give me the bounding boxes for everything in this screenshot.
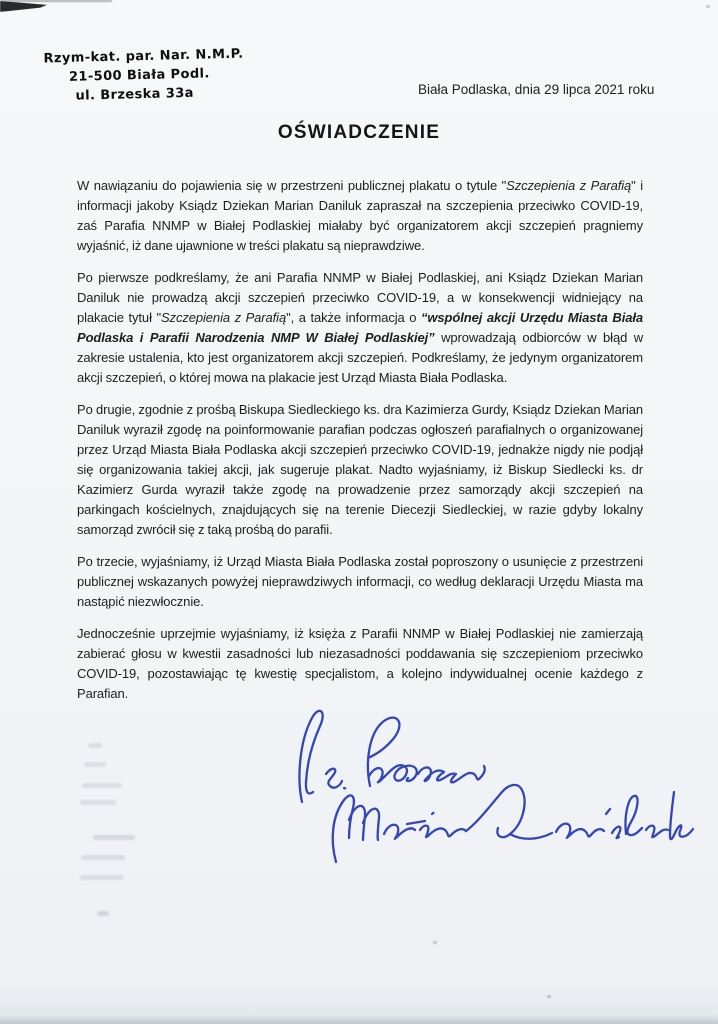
document-body xyxy=(77,176,643,716)
scan-artifact xyxy=(88,743,102,748)
signature-image xyxy=(272,700,712,870)
scan-artifact xyxy=(82,783,122,788)
scan-artifact xyxy=(433,941,437,944)
text-run: “wspólnej akcji Urzędu Miasta Biała Podlaska i Parafii Narodzenia NMP W Białej Podlaskiej” xyxy=(77,310,643,345)
scan-bottom-edge xyxy=(0,1015,718,1024)
text-run: " i informacji jakoby Ksiądz Dziekan Marian Daniluk zapraszał na szczepienia przeciwko COVID-19, zaś Parafia NNMP w Białej Podlaskiej miałaby być organizatorem akcji szczepień pragniemy wyjaśnić, iż dane ujawnione w treści plakatu są nieprawdziwe. xyxy=(77,178,643,253)
scan-artifact xyxy=(84,762,106,767)
signature xyxy=(272,700,712,870)
scan-artifact xyxy=(706,5,710,8)
letterhead-stamp xyxy=(43,45,244,107)
document-title: OŚWIADCZENIE xyxy=(277,122,441,143)
paragraph-closing xyxy=(77,624,643,704)
scan-edge-line xyxy=(0,0,112,2)
stamp-line-postal: 21-500 Biała Podl. xyxy=(68,66,210,85)
scan-artifact xyxy=(80,875,124,880)
text-run: Szczepienia z Parafią xyxy=(506,178,632,193)
text-run: W nawiązaniu do pojawienia się w przestrzeni publicznej plakatu o tytule " xyxy=(77,178,507,193)
scan-artifact xyxy=(97,911,109,916)
paragraph-intro xyxy=(77,176,643,256)
paragraph-third xyxy=(77,552,643,612)
scan-artifact xyxy=(80,800,116,805)
text-run: Po drugie, zgodnie z prośbą Biskupa Siedleckiego ks. dra Kazimierza Gurdy, Ksiądz Dziekan Marian Daniluk wyraził zgodę na poinformowanie parafian podczas ogłoszeń parafialnych o organizowanej przez Urząd Miasta Biała Podlaska akcji szczepień przeciwko COVID-19, jednakże nigdy nie podjął się organizowania takiej akcji, jak sugeruje plakat. Nadto wyjaśniamy, iż Biskup Siedlecki ks. dr Kazimierz Gurda wyraził także zgodę na prowadzenie przez samorządy akcji szczepień na parkingach kościelnych, znajdujących się na terenie Diecezji Siedleckiej, w razie gdyby lokalny samorząd zwrócił się z taką prośbą do parafii. xyxy=(77,402,643,537)
text-run: Szczepienia z Parafią xyxy=(160,310,287,325)
dateline: Biała Podlaska, dnia 29 lipca 2021 roku xyxy=(418,82,655,97)
text-run: Po pierwsze podkreślamy, że ani Parafia NNMP w Białej Podlaskiej, ani Ksiądz Dziekan Marian Daniluk nie prowadzą akcji szczepień przeciwko COVID-19, a w konsekwencji widniejący na plakacie tytuł " xyxy=(77,270,643,325)
scan-artifact xyxy=(547,995,551,998)
text-run: Po trzecie, wyjaśniamy, iż Urząd Miasta Biała Podlaska został poproszony o usunięcie z przestrzeni publicznej wskazanych powyżej nieprawdziwych informacji, co według deklaracji Urzędu Miasta ma nastąpić niezwłocznie. xyxy=(77,554,643,609)
paragraph-first xyxy=(77,268,643,388)
stamp-line-parish: Rzym-kat. par. Nar. N.M.P. xyxy=(43,46,244,67)
stamp-line-street: ul. Brzeska 33a xyxy=(75,85,195,104)
scan-artifact xyxy=(93,835,135,840)
scan-artifact xyxy=(81,855,125,860)
text-run: ", a także informacja o xyxy=(286,310,421,325)
paragraph-second xyxy=(77,400,643,540)
text-run: wprowadzają odbiorców w błąd w zakresie ustalenia, kto jest organizatorem akcji szczepień. Podkreślamy, że jedynym organizatorem akcji szczepień, o której mowa na plakacie jest Urząd Miasta Biała Podlaska. xyxy=(77,330,643,385)
scan-corner-artifact xyxy=(0,1,47,12)
text-run: Jednocześnie uprzejmie wyjaśniamy, iż księża z Parafii NNMP w Białej Podlaskiej nie zamierzają zabierać głosu w kwestii zasadności lub niezasadności poddawania się szczepieniom przeciwko COVID-19, pozostawiając tę kwestię specjalistom, a kolejno indywidualnej ocenie każdego z Parafian. xyxy=(77,626,643,701)
